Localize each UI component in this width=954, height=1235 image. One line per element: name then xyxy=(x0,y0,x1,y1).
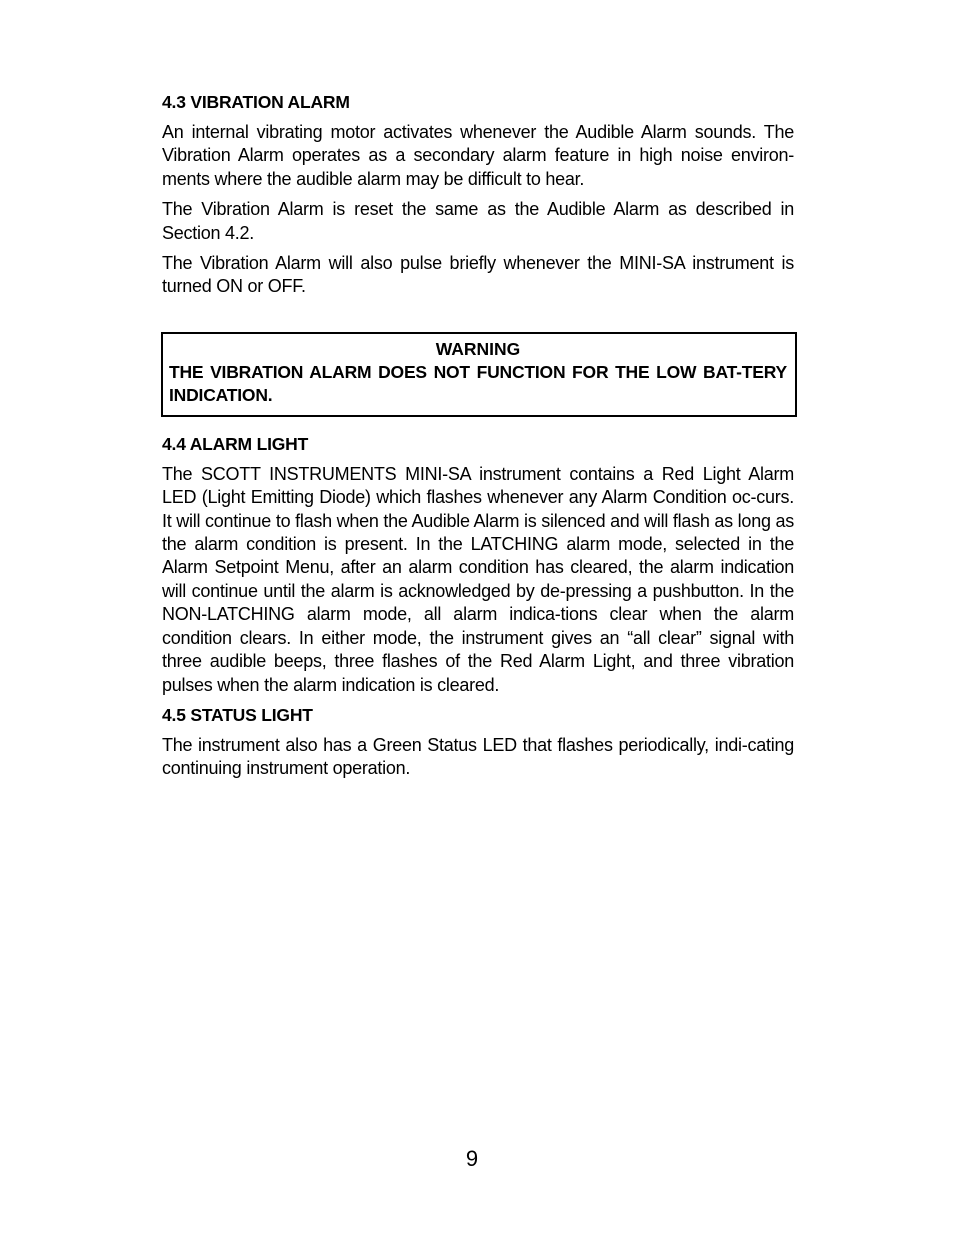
warning-box xyxy=(161,332,797,417)
section-heading-vibration-alarm: 4.3 VIBRATION ALARM xyxy=(162,92,350,112)
page-content xyxy=(162,91,794,788)
paragraph: The Vibration Alarm will also pulse briefly whenever the MINI-SA instrument is turned ON or OFF. xyxy=(162,253,794,297)
section-heading-alarm-light: 4.4 ALARM LIGHT xyxy=(162,433,309,454)
warning-title: WARNING xyxy=(435,338,521,359)
paragraph: The Vibration Alarm is reset the same as the Audible Alarm as described in Section 4.2. xyxy=(162,199,794,243)
warning-text: THE VIBRATION ALARM DOES NOT FUNCTION FOR THE LOW BAT-TERY INDICATION. xyxy=(169,361,787,406)
paragraph: An internal vibrating motor activates whenever the Audible Alarm sounds. The Vibration Alarm operates as a secondary alarm feature in high noise environ-ments where the audible alarm may be difficult to hear. xyxy=(162,122,794,189)
paragraph: The instrument also has a Green Status LED that flashes periodically, indi-cating continuing instrument operation. xyxy=(162,734,794,779)
paragraph: The SCOTT INSTRUMENTS MINI-SA instrument contains a Red Light Alarm LED (Light Emitting Diode) which flashes whenever any Alarm Condition oc-curs. It will continue to flash when the Audible Alarm is silenced and will flash as long as the alarm condition is present. In the LATCHING alarm mode, selected in the Alarm Setpoint Menu, after an alarm condition has cleared, the alarm indication will continue until the alarm is acknowledged by de-pressing a pushbutton. In the NON-LATCHING alarm mode, all alarm indica-tions clear when the alarm condition clears. In either mode, the instrument gives an “all clear” signal with three audible beeps, three flashes of the Red Alarm Light, and three vibration pulses when the alarm indication is cleared. xyxy=(162,463,794,695)
section-heading-status-light: 4.5 STATUS LIGHT xyxy=(162,704,313,725)
page-number: 9 xyxy=(465,1146,479,1171)
